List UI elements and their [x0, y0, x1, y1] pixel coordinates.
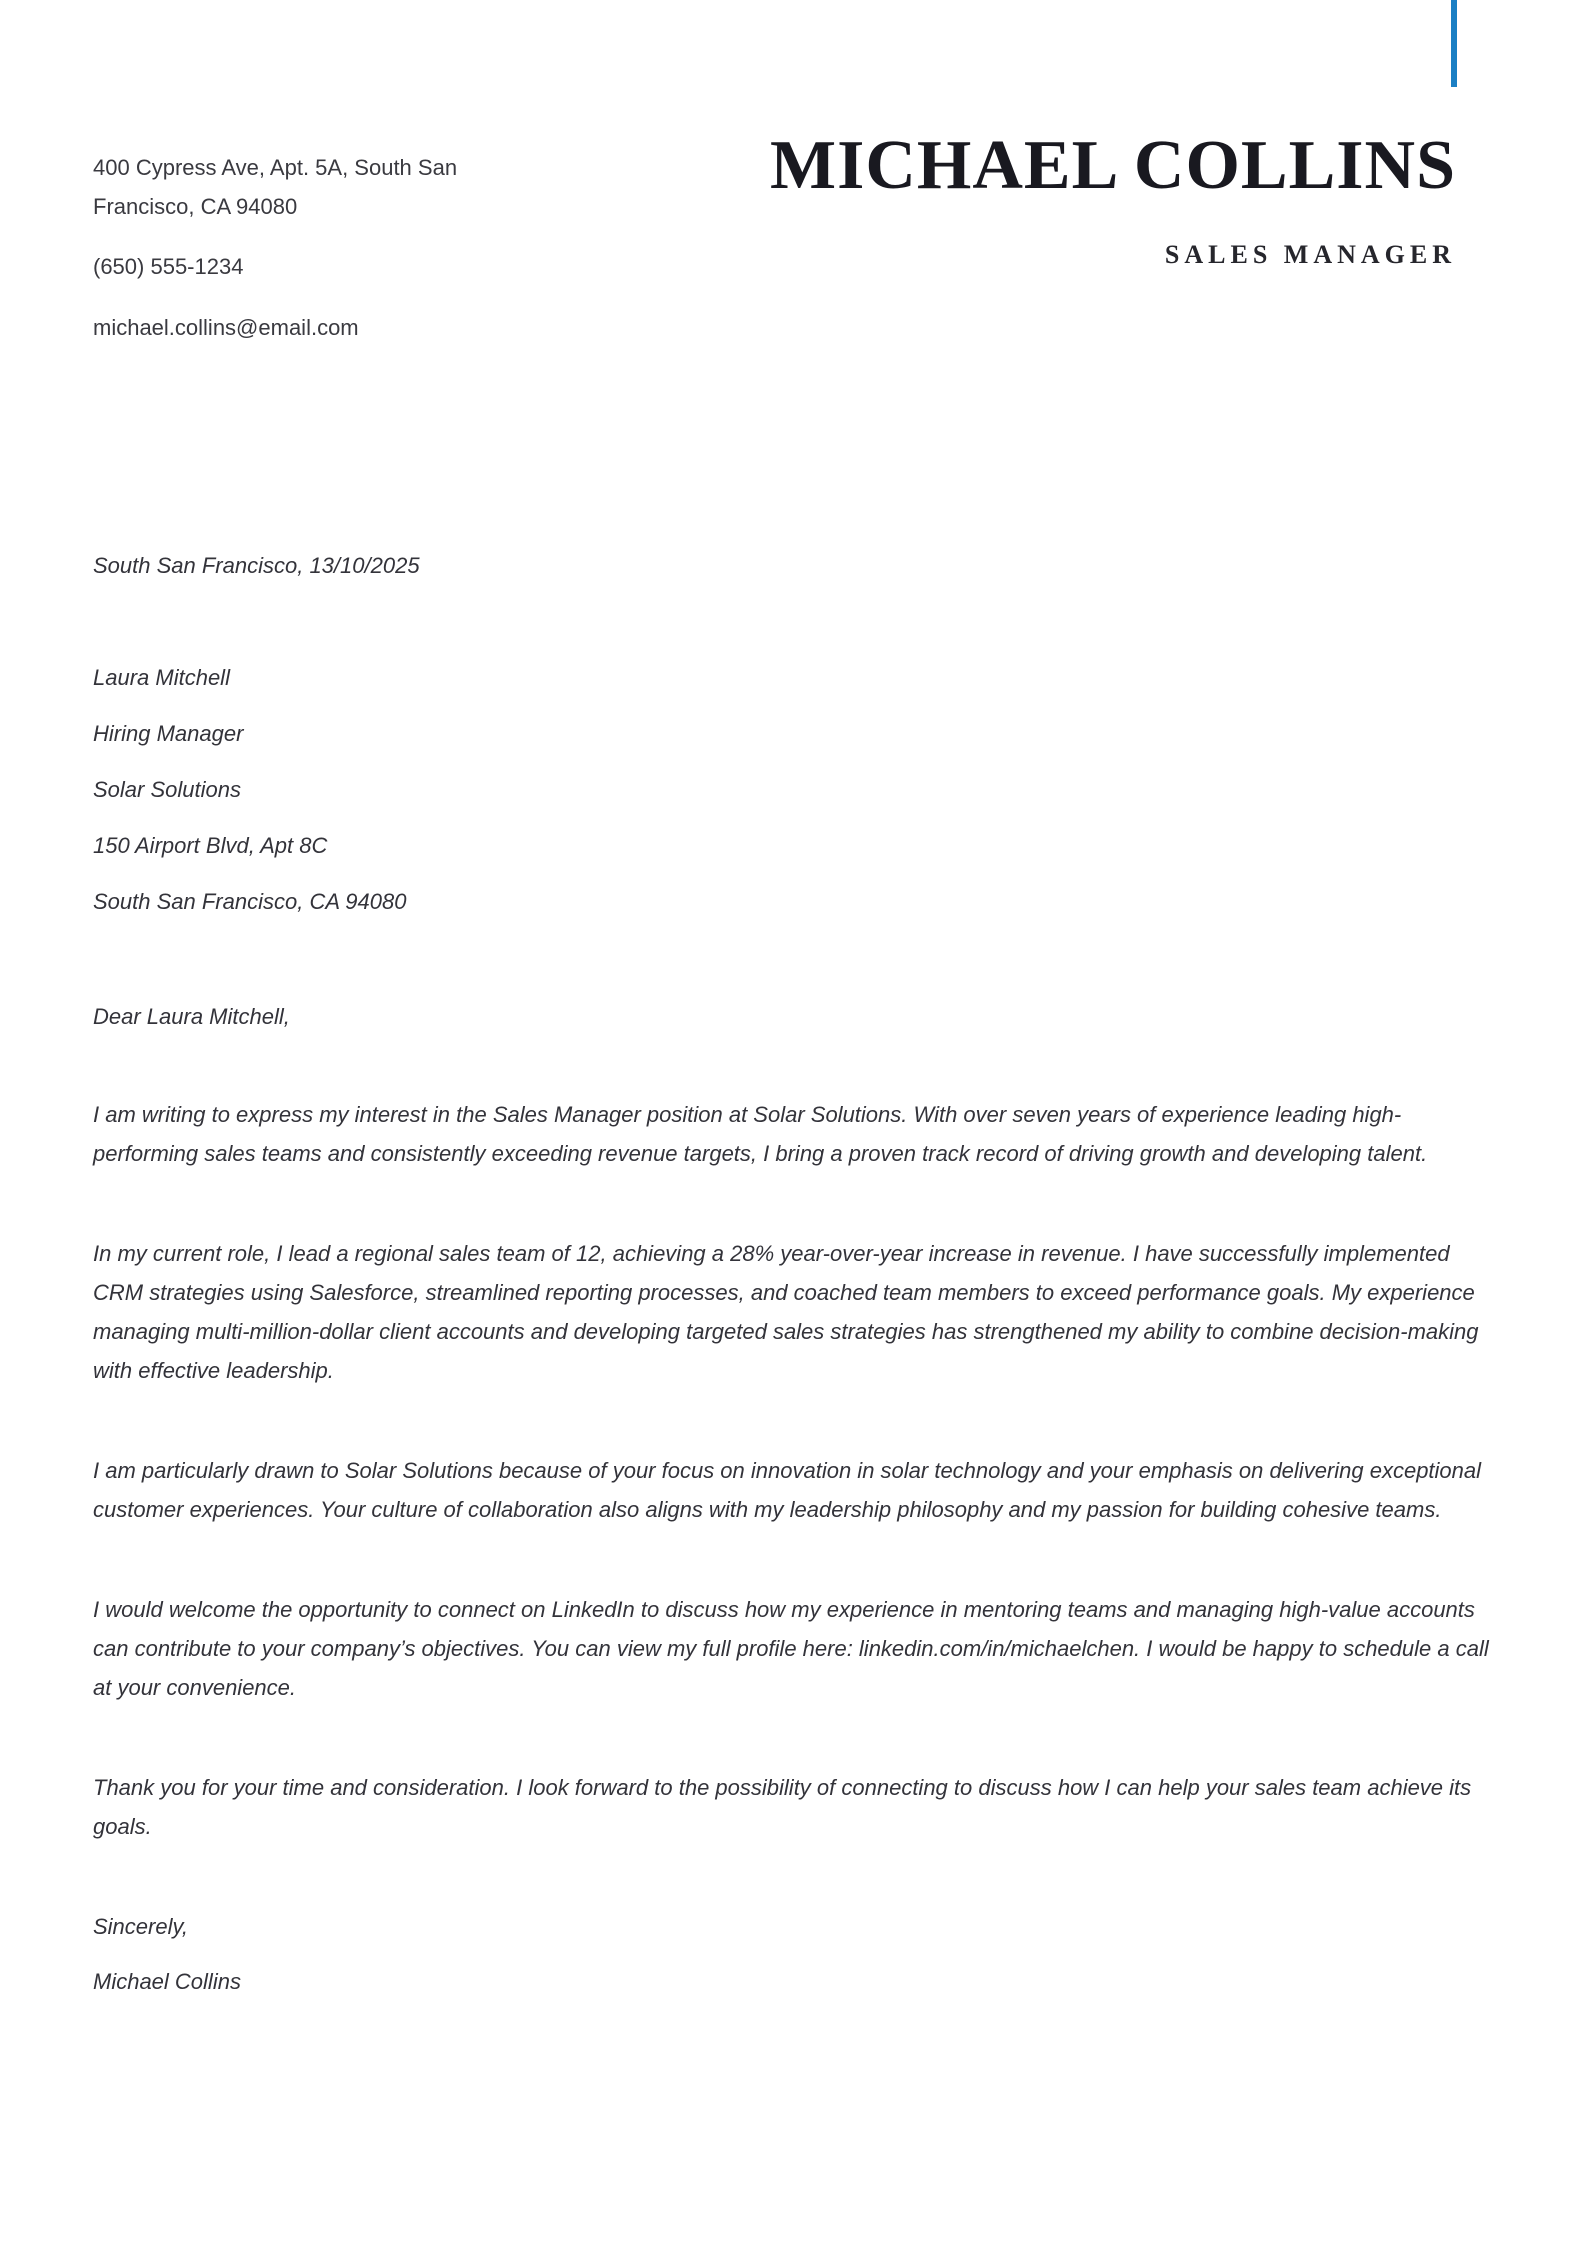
recipient-block	[93, 658, 1495, 921]
body-paragraph-3: I am particularly drawn to Solar Solutions because of your focus on innovation in solar technology and your emphasis on delivering exceptional customer experiences. Your culture of collaboration also aligns with my leadership philosophy and my passion for building cohesive teams.	[93, 1458, 1482, 1522]
recipient-address: 150 Airport Blvd, Apt 8C	[93, 833, 328, 858]
signature: Michael Collins	[93, 1969, 241, 1994]
applicant-name: MICHAEL COLLINS	[770, 127, 1456, 204]
letter-body	[0, 546, 1588, 2001]
recipient-company: Solar Solutions	[93, 777, 241, 802]
contact-phone: (650) 555-1234	[93, 254, 244, 279]
contact-address-line-2: Francisco, CA 94080	[93, 194, 298, 219]
identity-block	[770, 127, 1456, 272]
letter-header	[0, 0, 1588, 347]
accent-bar	[1451, 0, 1457, 87]
body-paragraph-1: I am writing to express my interest in the Sales Manager position at Solar Solutions. With over seven years of experience leading high-performing sales teams and consistently exceeding revenue targets, I bring a proven track record of driving growth and developing talent.	[93, 1102, 1428, 1166]
contact-address-line-1: 400 Cypress Ave, Apt. 5A, South San	[93, 155, 458, 180]
contact-block	[93, 131, 523, 347]
body-paragraph-5: Thank you for your time and consideration. I look forward to the possibility of connecting to discuss how I can help your sales team achieve its goals.	[93, 1775, 1472, 1839]
contact-address	[93, 148, 523, 226]
body-paragraph-2: In my current role, I lead a regional sales team of 12, achieving a 28% year-over-year increase in revenue. I have successfully implemented CRM strategies using Salesforce, streamlined reporting processes, and coached team members to exceed performance goals. My experience managing multi-million-dollar client accounts and developing targeted sales strategies has strengthened my ability to combine decision-making with effective leadership.	[93, 1241, 1479, 1383]
contact-email: michael.collins@email.com	[93, 315, 359, 340]
date-line: South San Francisco, 13/10/2025	[93, 553, 420, 578]
recipient-role: Hiring Manager	[93, 721, 244, 746]
recipient-name: Laura Mitchell	[93, 665, 230, 690]
body-paragraph-4: I would welcome the opportunity to connect on LinkedIn to discuss how my experience in mentoring teams and managing high-value accounts can contribute to your company’s objectives. You can view my full profile here: linkedin.com/in/michaelchen. I would be happy to schedule a call at your convenience.	[93, 1597, 1489, 1700]
greeting: Dear Laura Mitchell,	[93, 1004, 290, 1029]
closing: Sincerely,	[93, 1914, 188, 1939]
recipient-city: South San Francisco, CA 94080	[93, 889, 407, 914]
applicant-job-title: SALES MANAGER	[1164, 240, 1456, 269]
